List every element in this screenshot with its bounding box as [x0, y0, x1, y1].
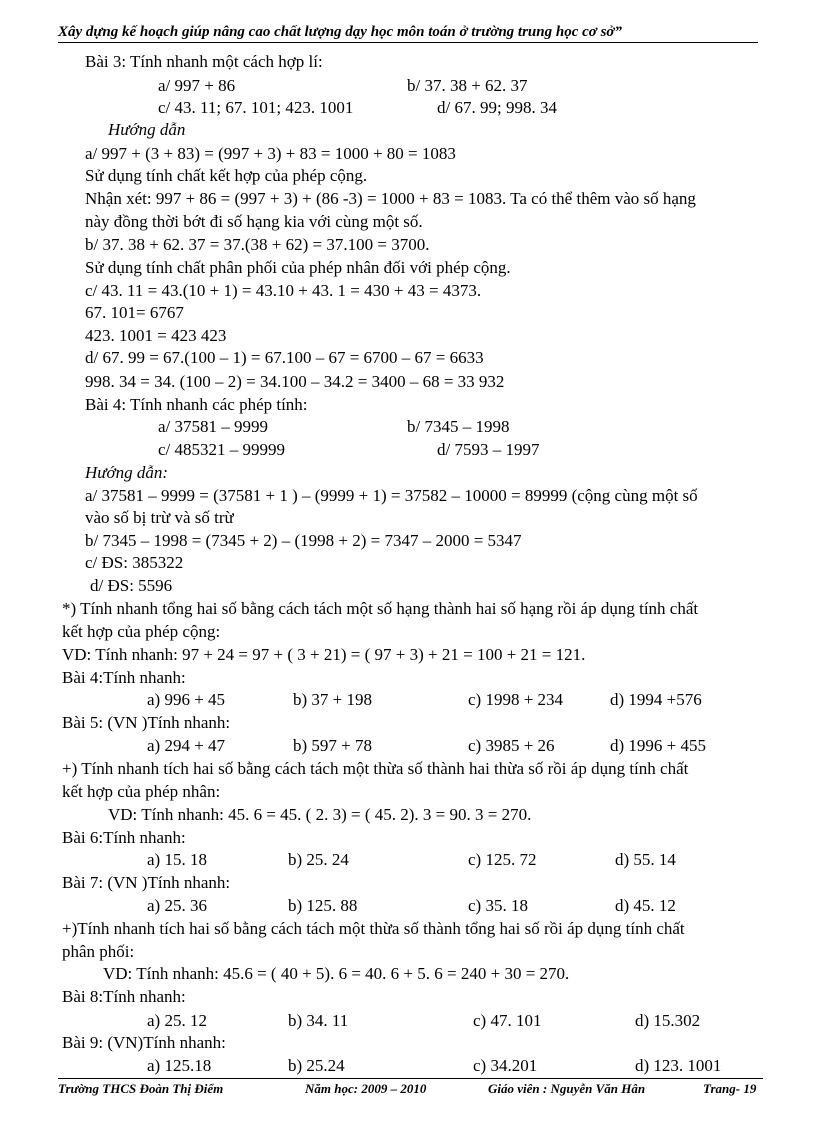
text-line: +)Tính nhanh tích hai số bằng cách tách một thừa số thành tổng hai số rồi áp dụng tính chất	[62, 919, 685, 938]
text-line: VD: Tính nhanh: 97 + 24 = 97 + ( 3 + 21) = ( 97 + 3) + 21 = 100 + 21 = 121.	[62, 645, 586, 664]
text-line: +) Tính nhanh tích hai số bằng cách tách một thừa số thành hai thừa số rồi áp dụng tính chất	[62, 759, 689, 778]
text-line: kết hợp của phép nhân:	[62, 782, 221, 801]
exercise-item: d) 1996 + 455	[610, 736, 706, 755]
exercise-item: c) 35. 18	[468, 896, 528, 915]
exercise-item: b) 125. 88	[288, 896, 358, 915]
exercise-item: c) 125. 72	[468, 850, 537, 869]
text-line: d/ 67. 99 = 67.(100 – 1) = 67.100 – 67 = 6700 – 67 = 6633	[85, 348, 484, 367]
footer-school: Trường THCS Đoàn Thị Điểm	[58, 1081, 224, 1096]
footer-year: Năm học: 2009 – 2010	[305, 1081, 427, 1096]
exercise-item: a/ 997 + 86	[158, 76, 236, 95]
text-line: VD: Tính nhanh: 45.6 = ( 40 + 5). 6 = 40. 6 + 5. 6 = 240 + 30 = 270.	[103, 964, 570, 983]
text-line: a/ 37581 – 9999 = (37581 + 1 ) – (9999 + 1) = 37582 – 10000 = 89999 (cộng cùng một số	[85, 486, 698, 505]
guide-heading: Hướng dẫn:	[85, 463, 169, 482]
page-footer	[58, 1078, 763, 1098]
text-line: Sử dụng tính chất kết hợp của phép cộng.	[85, 166, 368, 185]
exercise-item: d) 15.302	[635, 1011, 701, 1030]
exercise-item: a) 125.18	[147, 1056, 212, 1075]
exercise-item: c) 34.201	[473, 1056, 538, 1075]
exercise-item: b) 25. 24	[288, 850, 349, 869]
text-line: b/ 7345 – 1998 = (7345 + 2) – (1998 + 2) = 7347 – 2000 = 5347	[85, 531, 522, 550]
exercise-title: Bài 8:Tính nhanh:	[62, 987, 186, 1006]
text-line: VD: Tính nhanh: 45. 6 = 45. ( 2. 3) = ( 45. 2). 3 = 90. 3 = 270.	[108, 805, 532, 824]
exercise-item: d) 55. 14	[615, 850, 676, 869]
exercise-item: b) 37 + 198	[293, 690, 372, 709]
exercise-title: Bài 4:Tính nhanh:	[62, 668, 186, 687]
text-line: 998. 34 = 34. (100 – 2) = 34.100 – 34.2 = 3400 – 68 = 33 932	[85, 372, 505, 391]
guide-heading: Hướng dẫn	[108, 120, 186, 139]
text-line: 67. 101= 6767	[85, 303, 184, 322]
exercise-title: Bài 6:Tính nhanh:	[62, 828, 186, 847]
text-line: c/ 43. 11 = 43.(10 + 1) = 43.10 + 43. 1 = 430 + 43 = 4373.	[85, 281, 482, 300]
exercise-item: d/ 67. 99; 998. 34	[437, 98, 557, 117]
text-line: phân phối:	[62, 942, 135, 961]
exercise-item: c) 47. 101	[473, 1011, 542, 1030]
text-line: 423. 1001 = 423 423	[85, 326, 227, 345]
exercise-item: d/ 7593 – 1997	[437, 440, 540, 459]
text-line: vào số bị trừ và số trừ	[85, 508, 234, 527]
exercise-item: a) 25. 36	[147, 896, 207, 915]
exercise-item: d) 123. 1001	[635, 1056, 722, 1075]
exercise-item: b) 597 + 78	[293, 736, 372, 755]
exercise-item: d) 45. 12	[615, 896, 676, 915]
text-line: a/ 997 + (3 + 83) = (997 + 3) + 83 = 1000 + 80 = 1083	[85, 144, 456, 163]
exercise-item: b) 25.24	[288, 1056, 345, 1075]
page-header: Xây dựng kế hoạch giúp nâng cao chất lượng dạy học môn toán ở trường trung học cơ sở”	[58, 24, 758, 43]
exercise-item: b/ 7345 – 1998	[407, 417, 510, 436]
exercise-item: b/ 37. 38 + 62. 37	[407, 76, 528, 95]
exercise-title: Bài 4: Tính nhanh các phép tính:	[85, 395, 308, 414]
text-line: kết hợp của phép cộng:	[62, 622, 221, 641]
text-line: Nhận xét: 997 + 86 = (997 + 3) + (86 -3) = 1000 + 83 = 1083. Ta có thể thêm vào số hạng	[85, 189, 696, 208]
text-line: d/ ĐS: 5596	[90, 576, 173, 595]
text-line: c/ ĐS: 385322	[85, 553, 184, 572]
text-line: b/ 37. 38 + 62. 37 = 37.(38 + 62) = 37.100 = 3700.	[85, 235, 430, 254]
text-line: này đồng thời bớt đi số hạng kia với cùng một số.	[85, 212, 423, 231]
exercise-item: a) 294 + 47	[147, 736, 226, 755]
exercise-item: c) 1998 + 234	[468, 690, 564, 709]
text-line: *) Tính nhanh tổng hai số bằng cách tách một số hạng thành hai số hạng rồi áp dụng tính chất	[62, 599, 699, 618]
exercise-item: a) 25. 12	[147, 1011, 207, 1030]
exercise-item: d) 1994 +576	[610, 690, 702, 709]
exercise-title: Bài 7: (VN )Tính nhanh:	[62, 873, 231, 892]
footer-teacher: Giáo viên : Nguyễn Văn Hân	[488, 1081, 646, 1096]
footer-page-number: Trang- 19	[703, 1081, 757, 1096]
exercise-title: Bài 9: (VN)Tính nhanh:	[62, 1033, 226, 1052]
exercise-title: Bài 3: Tính nhanh một cách hợp lí:	[85, 52, 323, 71]
exercise-item: c) 3985 + 26	[468, 736, 555, 755]
exercise-item: c/ 43. 11; 67. 101; 423. 1001	[158, 98, 354, 117]
exercise-item: a/ 37581 – 9999	[158, 417, 269, 436]
exercise-title: Bài 5: (VN )Tính nhanh:	[62, 713, 231, 732]
exercise-item: b) 34. 11	[288, 1011, 349, 1030]
exercise-item: a) 15. 18	[147, 850, 207, 869]
exercise-item: c/ 485321 – 99999	[158, 440, 286, 459]
exercise-item: a) 996 + 45	[147, 690, 226, 709]
text-line: Sử dụng tính chất phân phối của phép nhân đối với phép cộng.	[85, 258, 511, 277]
